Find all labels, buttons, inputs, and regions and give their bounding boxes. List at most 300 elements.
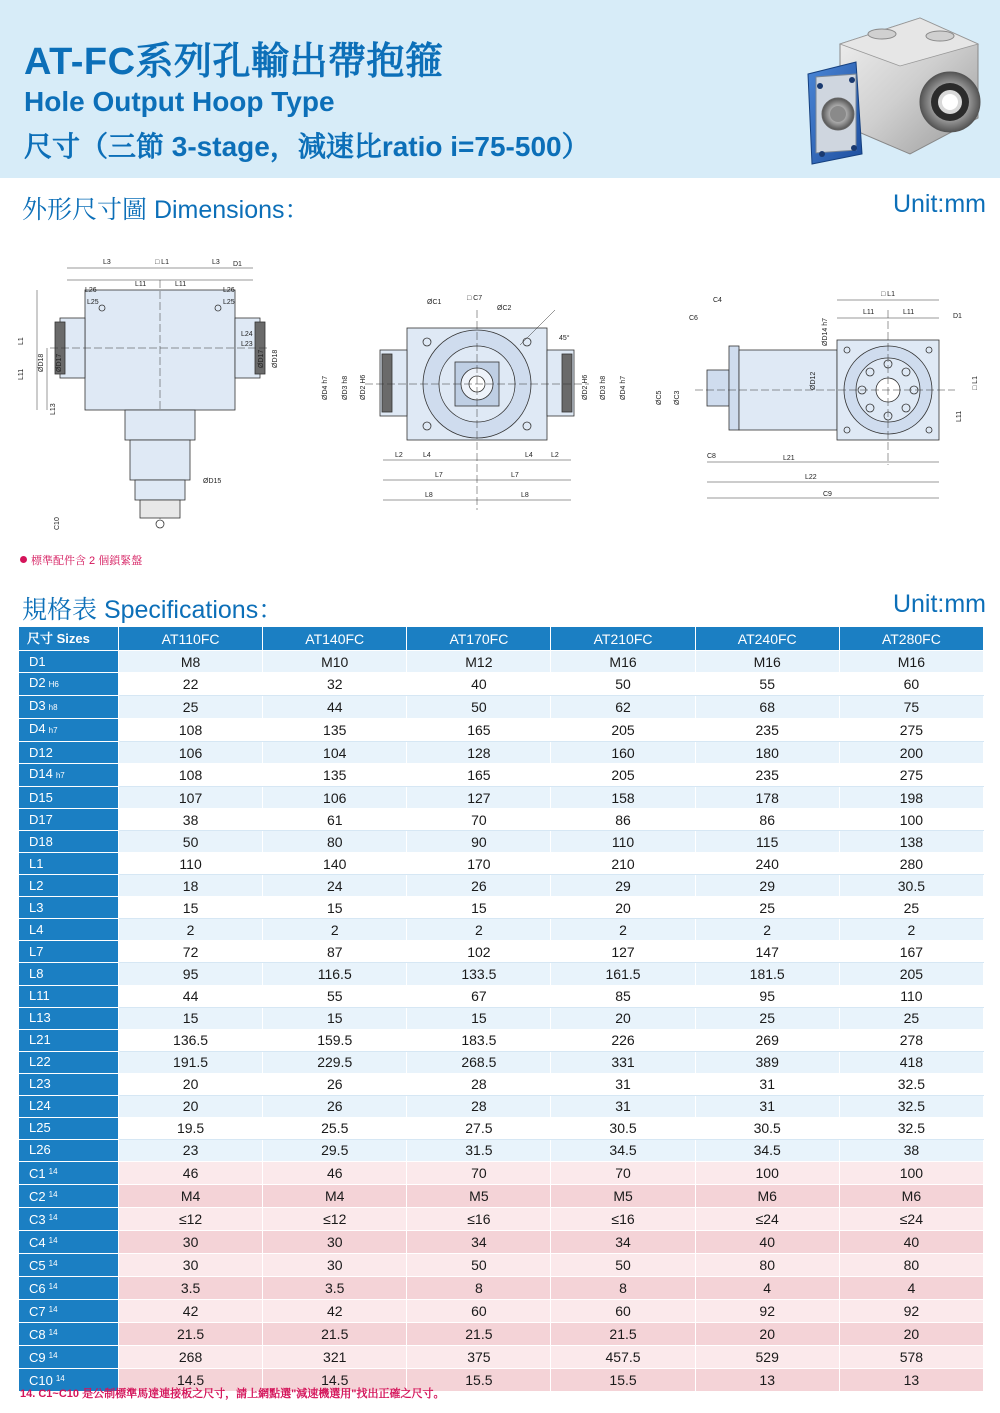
row-label xyxy=(19,985,119,1007)
accessory-note-text: 標準配件含 2 個鎖緊盤 xyxy=(31,555,143,567)
table-cell: 30.5 xyxy=(695,1117,839,1139)
lbl-v2-c1: ØC1 xyxy=(427,299,442,306)
table-cell: 61 xyxy=(263,809,407,831)
lbl-v3-l11v: L11 xyxy=(956,410,963,422)
lbl-v1-l3b: L3 xyxy=(212,259,220,266)
table-cell: 108 xyxy=(119,764,263,787)
table-cell: 70 xyxy=(407,809,551,831)
table-cell: 31 xyxy=(695,1073,839,1095)
lbl-v2-d4b: ØD4 h7 xyxy=(620,375,627,400)
spec-corner-cell: 尺寸 Sizes xyxy=(19,627,119,651)
table-cell: 8 xyxy=(407,1276,551,1299)
footnote-ref: 14 xyxy=(48,1212,58,1222)
table-cell: 22 xyxy=(119,673,263,696)
table-cell: 34 xyxy=(551,1230,695,1253)
row-label-text: C6 xyxy=(29,1280,46,1296)
footnote-ref: 14 xyxy=(48,1189,58,1199)
lbl-v2-d3b: ØD3 h8 xyxy=(600,375,607,400)
table-cell: 161.5 xyxy=(551,963,695,985)
table-cell: 28 xyxy=(407,1073,551,1095)
table-cell: 50 xyxy=(551,1253,695,1276)
table-cell: 180 xyxy=(695,742,839,764)
table-cell: 183.5 xyxy=(407,1029,551,1051)
table-cell: 46 xyxy=(119,1161,263,1184)
footnote-ref: 14 xyxy=(48,1281,58,1291)
table-cell: 29 xyxy=(551,875,695,897)
row-label xyxy=(19,1007,119,1029)
table-row xyxy=(19,1276,984,1299)
table-cell: 14.5 xyxy=(119,1368,263,1391)
table-cell: 170 xyxy=(407,853,551,875)
table-cell: 27.5 xyxy=(407,1117,551,1139)
table-row xyxy=(19,764,984,787)
row-label-text: L11 xyxy=(29,988,50,1004)
table-cell: 40 xyxy=(407,673,551,696)
model-header: AT280FC xyxy=(839,627,983,651)
table-row xyxy=(19,719,984,742)
row-label-text: L4 xyxy=(29,921,44,937)
row-label xyxy=(19,651,119,673)
table-cell: 3.5 xyxy=(263,1276,407,1299)
table-cell: 127 xyxy=(407,787,551,809)
row-label xyxy=(19,742,119,764)
row-label-text: L2 xyxy=(29,877,44,893)
table-cell: 25 xyxy=(695,897,839,919)
table-cell: 30 xyxy=(119,1230,263,1253)
table-cell: 80 xyxy=(263,831,407,853)
table-cell: 167 xyxy=(839,941,983,963)
table-row xyxy=(19,897,984,919)
table-cell: 31 xyxy=(695,1095,839,1117)
table-row xyxy=(19,831,984,853)
row-label xyxy=(19,809,119,831)
table-cell: 160 xyxy=(551,742,695,764)
table-row xyxy=(19,875,984,897)
table-row xyxy=(19,742,984,764)
row-label xyxy=(19,1184,119,1207)
table-row xyxy=(19,1095,984,1117)
row-label-text: D15 xyxy=(29,789,53,805)
table-cell: 15 xyxy=(263,897,407,919)
lbl-v2-l4b: L4 xyxy=(525,452,533,459)
table-cell: 67 xyxy=(407,985,551,1007)
table-cell: 181.5 xyxy=(695,963,839,985)
table-cell: 62 xyxy=(551,696,695,719)
footnote-ref: 14 xyxy=(48,1166,58,1176)
table-cell: 268 xyxy=(119,1345,263,1368)
model-header: AT140FC xyxy=(263,627,407,651)
table-cell: ≤16 xyxy=(407,1207,551,1230)
table-row xyxy=(19,809,984,831)
front-view-drawing xyxy=(37,268,270,528)
table-cell: 2 xyxy=(551,919,695,941)
table-cell: 100 xyxy=(839,809,983,831)
table-cell: ≤12 xyxy=(263,1207,407,1230)
table-cell: 229.5 xyxy=(263,1051,407,1073)
table-cell: 15 xyxy=(119,1007,263,1029)
lbl-v1-l11a: L11 xyxy=(135,281,147,288)
lbl-v1-l24: L24 xyxy=(241,331,253,338)
table-cell: 20 xyxy=(839,1322,983,1345)
table-cell: 38 xyxy=(839,1139,983,1161)
row-label xyxy=(19,1095,119,1117)
table-cell: 128 xyxy=(407,742,551,764)
table-cell: 240 xyxy=(695,853,839,875)
lbl-v3-d1: D1 xyxy=(953,313,962,320)
table-cell: 198 xyxy=(839,787,983,809)
table-cell: 205 xyxy=(551,719,695,742)
table-cell: 210 xyxy=(551,853,695,875)
model-header: AT110FC xyxy=(119,627,263,651)
table-cell: M4 xyxy=(119,1184,263,1207)
model-header: AT240FC xyxy=(695,627,839,651)
table-cell: 26 xyxy=(263,1095,407,1117)
table-cell: 50 xyxy=(119,831,263,853)
footnote-ref: 14 xyxy=(48,1327,58,1337)
lbl-v1-l3: L3 xyxy=(103,259,111,266)
table-cell: 21.5 xyxy=(119,1322,263,1345)
table-row xyxy=(19,941,984,963)
table-cell: ≤24 xyxy=(839,1207,983,1230)
table-cell: 205 xyxy=(839,963,983,985)
lbl-v3-c9: C9 xyxy=(823,491,832,498)
row-label-text: C10 xyxy=(29,1372,53,1388)
table-row xyxy=(19,787,984,809)
footnote: 14. C1~C10 是公制標準馬達連接板之尺寸，請上網點選"減速機選用"找出正確之尺寸。 xyxy=(20,1388,445,1400)
table-cell: 178 xyxy=(695,787,839,809)
table-cell: 42 xyxy=(119,1299,263,1322)
table-cell: 86 xyxy=(551,809,695,831)
lbl-v1-l25a: L25 xyxy=(87,299,99,306)
table-cell: 14.5 xyxy=(263,1368,407,1391)
table-row xyxy=(19,1007,984,1029)
table-cell: 110 xyxy=(119,853,263,875)
table-cell: 29 xyxy=(695,875,839,897)
table-cell: 32 xyxy=(263,673,407,696)
table-cell: 32.5 xyxy=(839,1073,983,1095)
spec-header-row xyxy=(19,627,984,651)
lbl-v2-d3a: ØD3 h8 xyxy=(342,375,349,400)
table-cell: 40 xyxy=(839,1230,983,1253)
table-cell: M8 xyxy=(119,651,263,673)
row-label xyxy=(19,1253,119,1276)
tolerance-class: h7 xyxy=(48,726,58,736)
row-label xyxy=(19,1207,119,1230)
accessory-note xyxy=(20,552,142,568)
table-cell: 20 xyxy=(119,1095,263,1117)
table-cell: 25 xyxy=(695,1007,839,1029)
lbl-v1-c10: C10 xyxy=(54,517,61,530)
table-cell: M5 xyxy=(551,1184,695,1207)
row-label-text: L22 xyxy=(29,1054,51,1070)
table-row xyxy=(19,673,984,696)
lbl-v1-l1: □ L1 xyxy=(155,259,169,266)
table-cell: M16 xyxy=(695,651,839,673)
table-cell: 165 xyxy=(407,764,551,787)
table-cell: ≤24 xyxy=(695,1207,839,1230)
lbl-v2-deg: 45° xyxy=(559,335,570,342)
table-cell: 108 xyxy=(119,719,263,742)
table-row xyxy=(19,1117,984,1139)
table-cell: 70 xyxy=(407,1161,551,1184)
row-label xyxy=(19,764,119,787)
lbl-v2-l4a: L4 xyxy=(423,452,431,459)
table-cell: 147 xyxy=(695,941,839,963)
table-cell: 280 xyxy=(839,853,983,875)
table-cell: 20 xyxy=(551,897,695,919)
table-cell: 191.5 xyxy=(119,1051,263,1073)
row-label xyxy=(19,1073,119,1095)
table-cell: 42 xyxy=(263,1299,407,1322)
table-cell: 140 xyxy=(263,853,407,875)
table-cell: 226 xyxy=(551,1029,695,1051)
table-cell: 23 xyxy=(119,1139,263,1161)
row-label-text: L23 xyxy=(29,1076,51,1092)
table-cell: 20 xyxy=(551,1007,695,1029)
row-label-text: D14 xyxy=(29,766,53,782)
table-cell: 127 xyxy=(551,941,695,963)
lbl-v1-l13: L13 xyxy=(50,403,57,415)
table-cell: 21.5 xyxy=(263,1322,407,1345)
table-row xyxy=(19,919,984,941)
footnote-ref: 14 xyxy=(55,1373,65,1383)
table-cell: 32.5 xyxy=(839,1095,983,1117)
row-label xyxy=(19,1117,119,1139)
row-label xyxy=(19,1139,119,1161)
lbl-v2-d2a: ØD2 H6 xyxy=(360,374,367,400)
table-cell: 102 xyxy=(407,941,551,963)
row-label-text: L25 xyxy=(29,1120,51,1136)
table-cell: 18 xyxy=(119,875,263,897)
row-label-text: C9 xyxy=(29,1349,46,1365)
table-cell: 24 xyxy=(263,875,407,897)
row-label-text: D1 xyxy=(29,653,46,669)
row-label-text: D12 xyxy=(29,744,53,760)
lbl-v2-l8b: L8 xyxy=(521,492,529,499)
table-cell: 321 xyxy=(263,1345,407,1368)
table-cell: 31 xyxy=(551,1095,695,1117)
table-row xyxy=(19,696,984,719)
table-row xyxy=(19,1073,984,1095)
table-cell: 34.5 xyxy=(695,1139,839,1161)
row-label xyxy=(19,1051,119,1073)
row-label-text: L3 xyxy=(29,899,44,915)
stage-ratio-line: 尺寸（三節 3-stage，減速比ratio i=75-500） xyxy=(24,131,590,162)
table-row xyxy=(19,1299,984,1322)
row-label xyxy=(19,831,119,853)
table-cell: 30 xyxy=(263,1253,407,1276)
table-cell: 200 xyxy=(839,742,983,764)
lbl-v1-l11v: L11 xyxy=(18,368,25,380)
table-row xyxy=(19,1322,984,1345)
lbl-v1-l11b: L11 xyxy=(175,281,187,288)
table-cell: 72 xyxy=(119,941,263,963)
table-cell: ≤16 xyxy=(551,1207,695,1230)
table-cell: 95 xyxy=(119,963,263,985)
table-cell: 50 xyxy=(407,1253,551,1276)
table-cell: 28 xyxy=(407,1095,551,1117)
lbl-v3-l1: □ L1 xyxy=(881,291,895,298)
table-cell: 138 xyxy=(839,831,983,853)
table-row xyxy=(19,1230,984,1253)
page-subtitle: Hole Output Hoop Type xyxy=(24,86,335,117)
footnote-ref: 14 xyxy=(48,1350,58,1360)
side-view-drawing xyxy=(365,310,589,510)
table-cell: 86 xyxy=(695,809,839,831)
table-cell: 2 xyxy=(695,919,839,941)
table-cell: 269 xyxy=(695,1029,839,1051)
table-cell: 116.5 xyxy=(263,963,407,985)
row-label xyxy=(19,1299,119,1322)
table-cell: M16 xyxy=(551,651,695,673)
table-cell: 34 xyxy=(407,1230,551,1253)
row-label-text: L26 xyxy=(29,1142,51,1158)
table-cell: 60 xyxy=(839,673,983,696)
table-cell: 32.5 xyxy=(839,1117,983,1139)
table-cell: 104 xyxy=(263,742,407,764)
table-cell: M4 xyxy=(263,1184,407,1207)
table-cell: M12 xyxy=(407,651,551,673)
table-cell: 26 xyxy=(263,1073,407,1095)
row-label-text: C3 xyxy=(29,1211,46,1227)
table-cell: 529 xyxy=(695,1345,839,1368)
row-label-text: L8 xyxy=(29,965,44,981)
table-cell: 106 xyxy=(263,787,407,809)
table-cell: 389 xyxy=(695,1051,839,1073)
footnote-ref: 14 xyxy=(48,1304,58,1314)
table-cell: 20 xyxy=(119,1073,263,1095)
row-label xyxy=(19,963,119,985)
table-row xyxy=(19,1139,984,1161)
page-title: AT-FC系列孔輸出帶抱箍 xyxy=(24,41,444,83)
table-cell: 87 xyxy=(263,941,407,963)
lbl-v2-l8a: L8 xyxy=(425,492,433,499)
table-cell: 3.5 xyxy=(119,1276,263,1299)
lbl-v1-l26b: L26 xyxy=(223,287,235,294)
footnote-ref: 14 xyxy=(48,1258,58,1268)
lbl-v3-c8: C8 xyxy=(707,453,716,460)
row-label-text: L24 xyxy=(29,1098,51,1114)
table-cell: 21.5 xyxy=(407,1322,551,1345)
table-cell: 165 xyxy=(407,719,551,742)
table-cell: 15 xyxy=(119,897,263,919)
table-cell: 8 xyxy=(551,1276,695,1299)
table-cell: 44 xyxy=(119,985,263,1007)
table-cell: 115 xyxy=(695,831,839,853)
lbl-v3-c6: C6 xyxy=(689,315,698,322)
row-label-text: C7 xyxy=(29,1303,46,1319)
table-cell: 15.5 xyxy=(551,1368,695,1391)
tolerance-class: h8 xyxy=(48,703,58,713)
table-cell: 70 xyxy=(551,1161,695,1184)
table-cell: 38 xyxy=(119,809,263,831)
lbl-v2-c7: □ C7 xyxy=(467,295,483,302)
lbl-v2-l2a: L2 xyxy=(395,452,403,459)
table-cell: 135 xyxy=(263,764,407,787)
row-label-text: C4 xyxy=(29,1234,46,1250)
tolerance-class: H6 xyxy=(48,680,59,690)
table-cell: 85 xyxy=(551,985,695,1007)
table-cell: 92 xyxy=(839,1299,983,1322)
table-cell: 40 xyxy=(695,1230,839,1253)
table-cell: 15 xyxy=(407,897,551,919)
row-label-text: D18 xyxy=(29,833,53,849)
table-cell: M5 xyxy=(407,1184,551,1207)
table-cell: 4 xyxy=(839,1276,983,1299)
table-cell: 158 xyxy=(551,787,695,809)
table-row xyxy=(19,1253,984,1276)
lbl-v3-l11a: L11 xyxy=(863,309,875,316)
lbl-v1-l23: L23 xyxy=(241,341,253,348)
lbl-v1-d18b: ØD18 xyxy=(272,349,279,368)
table-cell: 95 xyxy=(695,985,839,1007)
table-cell: 110 xyxy=(839,985,983,1007)
lbl-v2-c2: ØC2 xyxy=(497,305,512,312)
row-label-text: C5 xyxy=(29,1257,46,1273)
lbl-v3-l11b: L11 xyxy=(903,309,915,316)
table-cell: 15 xyxy=(263,1007,407,1029)
row-label xyxy=(19,1029,119,1051)
table-cell: 55 xyxy=(263,985,407,1007)
table-cell: ≤12 xyxy=(119,1207,263,1230)
table-cell: 30 xyxy=(263,1230,407,1253)
row-label xyxy=(19,1276,119,1299)
row-label xyxy=(19,897,119,919)
table-cell: 331 xyxy=(551,1051,695,1073)
table-row xyxy=(19,1051,984,1073)
table-row xyxy=(19,963,984,985)
table-cell: 136.5 xyxy=(119,1029,263,1051)
table-cell: 2 xyxy=(119,919,263,941)
lbl-v1-d15: ØD15 xyxy=(203,478,222,485)
table-cell: 13 xyxy=(695,1368,839,1391)
spec-table xyxy=(18,626,984,1392)
table-cell: M6 xyxy=(839,1184,983,1207)
table-cell: 92 xyxy=(695,1299,839,1322)
table-cell: 107 xyxy=(119,787,263,809)
row-label xyxy=(19,673,119,696)
lbl-v1-d17b: ØD17 xyxy=(258,349,265,368)
table-cell: 50 xyxy=(551,673,695,696)
table-cell: M16 xyxy=(839,651,983,673)
lbl-v2-d2b: ØD2 H6 xyxy=(582,374,589,400)
table-cell: 235 xyxy=(695,719,839,742)
table-cell: 80 xyxy=(839,1253,983,1276)
lbl-v1-l1v: L1 xyxy=(18,337,25,345)
table-cell: M10 xyxy=(263,651,407,673)
table-cell: 30.5 xyxy=(839,875,983,897)
lbl-v3-l1v: □ L1 xyxy=(972,376,979,390)
table-cell: 275 xyxy=(839,764,983,787)
row-label xyxy=(19,1230,119,1253)
table-cell: 30 xyxy=(119,1253,263,1276)
lbl-v3-c4: C4 xyxy=(713,297,722,304)
lbl-v2-l2b: L2 xyxy=(551,452,559,459)
table-cell: 21.5 xyxy=(551,1322,695,1345)
bullet-dot-icon xyxy=(20,556,27,563)
table-cell: 159.5 xyxy=(263,1029,407,1051)
table-cell: 106 xyxy=(119,742,263,764)
table-cell: 75 xyxy=(839,696,983,719)
lbl-v3-l22: L22 xyxy=(805,474,817,481)
lbl-v2-l7b: L7 xyxy=(511,472,519,479)
spec-heading: 規格表 Specifications： xyxy=(22,596,284,624)
table-cell: 268.5 xyxy=(407,1051,551,1073)
header-banner xyxy=(0,0,1000,178)
dimension-drawings xyxy=(15,250,990,550)
table-cell: 31.5 xyxy=(407,1139,551,1161)
row-label-text: L7 xyxy=(29,943,44,959)
